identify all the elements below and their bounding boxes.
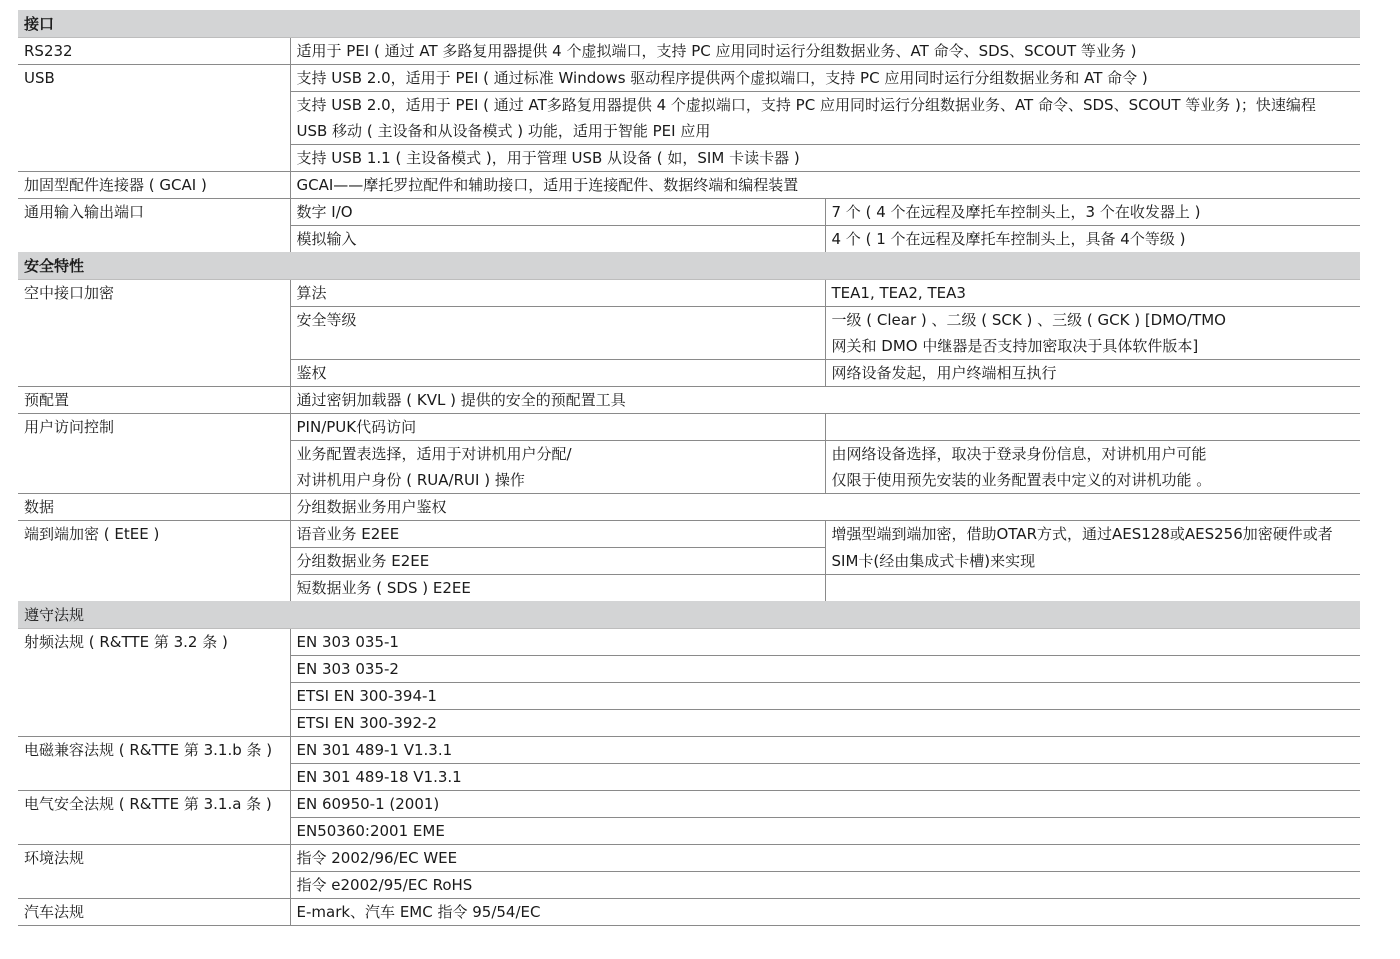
row-value: 适用于 PEI ( 通过 AT 多路复用器提供 4 个虚拟端口，支持 PC 应用同时运行分组数据业务、AT 命令、SDS、SCOUT 等业务 ) [296,42,1137,60]
row-name: 模拟输入 [290,226,825,253]
row-value: 支持 USB 2.0，适用于 PEI ( 通过 AT多路复用器提供 4 个虚拟端口，支持 PC 应用同时运行分组数据业务、AT 命令、SDS、SCOUT 等业务 )；快速编程 [290,92,1360,119]
row-e2e-1 [18,521,1360,548]
row-label: RS232 [18,38,290,65]
row-value: EN 303 035-1 [296,633,399,651]
row-value: 增强型端到端加密，借助OTAR方式，通过AES128或AES256加密硬件或者 [825,521,1360,548]
section-title: 接口 [18,10,1360,38]
row-value: EN 60950-1 (2001) [290,791,1360,818]
row-name: 鉴权 [290,360,825,387]
row-value: 指令 2002/96/EC WEE [290,845,1360,872]
row-value: 支持 USB 1.1 ( 主设备模式 )，用于管理 USB 从设备 ( 如，SIM 卡读卡器 ) [290,145,1360,172]
row-air-algo [18,280,1360,307]
row-label: 环境法规 [18,845,290,899]
row-label: 汽车法规 [18,899,290,926]
row-emc-1 [18,737,1360,764]
row-label: 电气安全法规 ( R&TTE 第 3.1.a 条 ) [18,791,290,845]
row-name: 对讲机用户身份 ( RUA/RUI ) 操作 [290,467,825,494]
row-name: 算法 [290,280,825,307]
row-env-1 [18,845,1360,872]
row-value [825,414,1360,441]
row-label: 加固型配件连接器 ( GCAI ) [18,172,290,199]
row-label: 电磁兼容法规 ( R&TTE 第 3.1.b 条 ) [18,737,290,791]
row-safety-1 [18,791,1360,818]
row-value: SIM卡(经由集成式卡槽)来实现 [825,548,1360,575]
section-title: 遵守法规 [18,601,1360,629]
row-name: 数字 I/O [290,199,825,226]
row-value: TEA1, TEA2, TEA3 [831,284,966,302]
row-name: PIN/PUK代码访问 [290,414,825,441]
row-label: 用户访问控制 [18,414,290,494]
section-title: 安全特性 [18,252,1360,280]
row-name: 短数据业务 ( SDS ) E2EE [290,575,825,602]
row-value: 指令 e2002/95/EC RoHS [290,872,1360,899]
row-name: 语音业务 E2EE [290,521,825,548]
row-value: ETSI EN 300-394-1 [290,683,1360,710]
row-value: 一级 ( Clear ) 、二级 ( SCK ) 、三级 ( GCK ) [DMO/TMO [825,307,1360,334]
row-label: USB [18,65,290,172]
row-value: EN 301 489-18 V1.3.1 [290,764,1360,791]
row-value [825,575,1360,602]
row-name: 业务配置表选择，适用于对讲机用户分配/ [290,441,825,468]
row-value: GCAI——摩托罗拉配件和辅助接口，适用于连接配件、数据终端和编程装置 [290,172,1360,199]
row-name: 分组数据业务 E2EE [290,548,825,575]
row-access-pin [18,414,1360,441]
row-label: 预配置 [18,387,290,414]
row-label: 通用输入输出端口 [18,199,290,253]
row-usb [18,65,1360,92]
row-label: 射频法规 ( R&TTE 第 3.2 条 ) [18,629,290,737]
row-value: 支持 USB 2.0，适用于 PEI ( 通过标准 Windows 驱动程序提供两个虚拟端口，支持 PC 应用同时运行分组数据业务和 AT 命令 ) [290,65,1360,92]
row-name: 安全等级 [290,307,825,360]
row-value: USB 移动 ( 主设备和从设备模式 ) 功能，适用于智能 PEI 应用 [296,122,711,140]
row-value: E-mark、汽车 EMC 指令 95/54/EC [290,899,1360,926]
row-value: 7 个 ( 4 个在远程及摩托车控制头上，3 个在收发器上 ) [825,199,1360,226]
section-header-compliance [18,601,1360,629]
section-header-security [18,252,1360,280]
row-value: 仅限于使用预先安装的业务配置表中定义的对讲机功能 。 [831,471,1212,489]
row-value: 4 个 ( 1 个在远程及摩托车控制头上，具备 4个等级 ) [825,226,1360,253]
row-io [18,199,1360,226]
row-label: 空中接口加密 [18,280,290,387]
row-value: EN50360:2001 EME [290,818,1360,845]
row-value: 网关和 DMO 中继器是否支持加密取决于具体软件版本] [831,337,1199,355]
spec-table [18,10,1360,926]
row-vehicle [18,899,1360,926]
row-value: EN 303 035-2 [290,656,1360,683]
row-preconfig [18,387,1360,414]
section-header-interface [18,10,1360,38]
row-rf-1 [18,629,1360,656]
row-label: 端到端加密 ( EtEE ) [18,521,290,602]
row-value: 分组数据业务用户鉴权 [290,494,1360,521]
row-value: ETSI EN 300-392-2 [290,710,1360,737]
row-data [18,494,1360,521]
row-gcai [18,172,1360,199]
row-label: 数据 [18,494,290,521]
row-value: 由网络设备选择，取决于登录身份信息，对讲机用户可能 [825,441,1360,468]
row-value: EN 301 489-1 V1.3.1 [290,737,1360,764]
row-rs232 [18,38,1360,65]
row-value: 通过密钥加载器 ( KVL ) 提供的安全的预配置工具 [290,387,1360,414]
row-value: 网络设备发起，用户终端相互执行 [825,360,1360,387]
